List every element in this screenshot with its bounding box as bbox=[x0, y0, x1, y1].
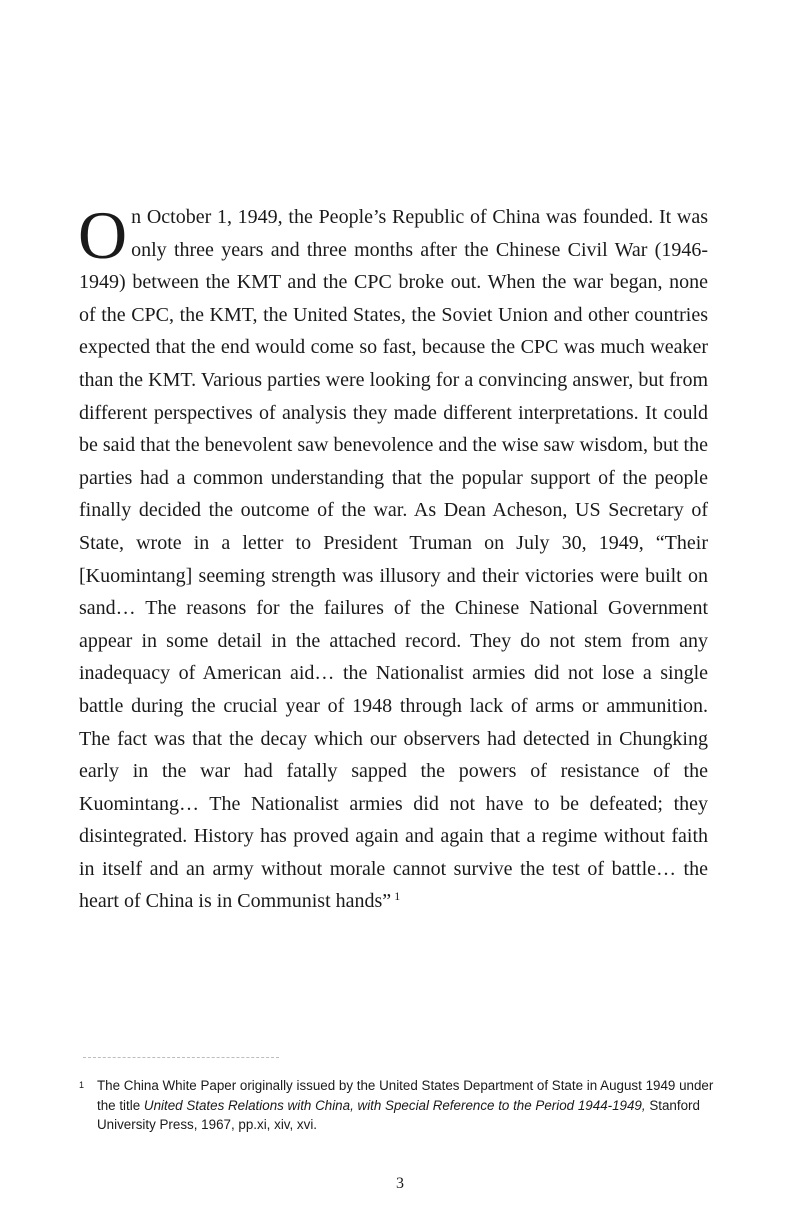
drop-cap: O bbox=[78, 197, 128, 273]
footnote-title: United States Relations with China, with Special Reference to the Period 1944-1949, bbox=[143, 1097, 646, 1113]
footnote-reference[interactable]: 1 bbox=[394, 888, 401, 903]
body-paragraph bbox=[78, 197, 708, 918]
footnote bbox=[79, 1076, 715, 1135]
footnote-marker: 1 bbox=[79, 1080, 85, 1090]
footnote-text bbox=[79, 1076, 715, 1135]
footnote-text-before: The China White Paper originally issued by the United States Department of State in August 1949 under the title bbox=[97, 1078, 714, 1113]
footnote-text-after: Stanford University Press, 1967, pp.xi, xiv, xvi. bbox=[97, 1097, 700, 1132]
paragraph-text: n October 1, 1949, the People’s Republic of China was founded. It was only three years and three months after the Chinese Civil War (1946-1949) between the KMT and the CPC broke out. When the war began, none of the CPC, the KMT, the United States, the Soviet Union and other countries expected that the end would come so fast, because the CPC was much weaker than the KMT. Various parties were looking for a convincing answer, but from different perspectives of analysis they made different interpretations. It could be said that the benevolent saw benevolence and the wise saw wisdom, but the parties had a common understanding that the popular support of the people finally decided the outcome of the war. As Dean Acheson, US Secretary of State, wrote in a letter to President Truman on July 30, 1949, “Their [Kuomintang] seeming strength was illusory and their victories were built on sand… The reasons for the failures of the Chinese National Government appear in some detail in the attached record. They do not stem from any inadequacy of American aid… the Nationalist armies did not lose a single battle during the crucial year of 1948 through lack of arms or ammunition. The fact was that the decay which our observers had detected in Chungking early in the war had fatally sapped the powers of resistance of the Kuomintang… The Nationalist armies did not have to be defeated; they disintegrated. History has proved again and again that a regime without faith in itself and an army without morale cannot survive the test of battle… the heart of China is in Communist hands” bbox=[79, 206, 708, 913]
footnote-separator bbox=[83, 1057, 279, 1058]
page-number: 3 bbox=[396, 1175, 404, 1192]
